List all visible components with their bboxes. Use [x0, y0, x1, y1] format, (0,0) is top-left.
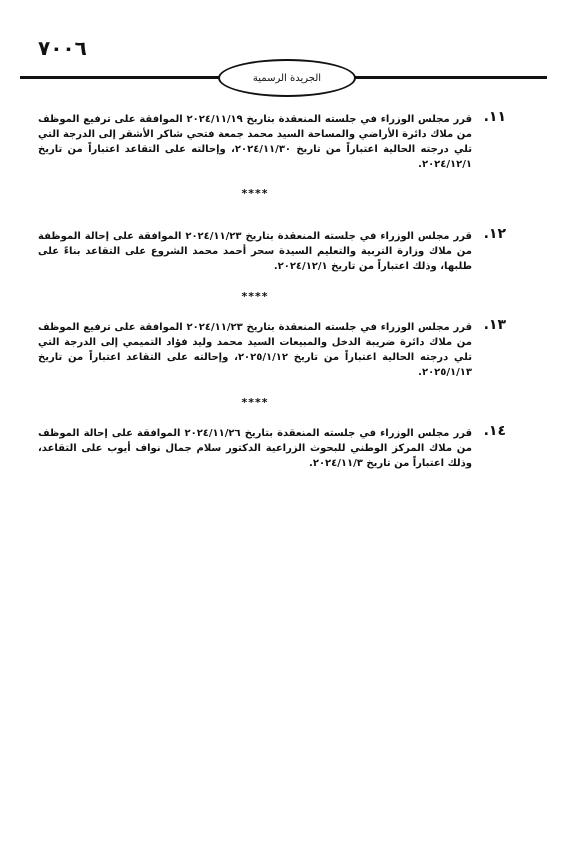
decision-number: ١٢. — [483, 226, 506, 242]
gazette-title: الجريدة الرسمية — [252, 72, 322, 84]
section-separator: **** — [241, 396, 269, 409]
decision-item — [38, 109, 506, 172]
decision-number: ١٣. — [483, 317, 506, 333]
page-number: ٧٠٠٦ — [38, 36, 87, 60]
section-separator: **** — [241, 187, 269, 200]
decision-item — [38, 317, 506, 380]
decision-item — [38, 423, 506, 471]
decision-number: ١٤. — [483, 423, 506, 439]
decision-text: قرر مجلس الوزراء في جلسته المنعقدة بتاريخ ٢٠٢٤/١١/٢٦ الموافقة على إحالة الموظف من ملاك المركز الوطني للبحوث الزراعية الدكتور سلام جمال نواف أيوب على التقاعد، وذلك اعتباراً من تاريخ ٢٠٢٤/١١/٣. — [38, 428, 472, 469]
decision-text: قرر مجلس الوزراء في جلسته المنعقدة بتاريخ ٢٠٢٤/١١/٢٣ الموافقة على إحالة الموظفة من ملاك وزارة التربية والتعليم السيدة سحر أحمد محمد الشروع على التقاعد بناءً على طلبها، وذلك اعتباراً من تاريخ ٢٠٢٤/١٢/١. — [38, 231, 472, 272]
section-separator: **** — [241, 290, 269, 303]
decision-text: قرر مجلس الوزراء في جلسته المنعقدة بتاريخ ٢٠٢٤/١١/١٩ الموافقة على ترفيع الموظف من ملاك دائرة الأراضي والمساحة السيد محمد جمعة فتحي شاكر الأشقر إلى الدرجة التي تلي درجته الحالية اعتباراً من تاريخ ٢٠٢٤/١١/٣٠، وإحالته على التقاعد اعتباراً من تاريخ ٢٠٢٤/١٢/١. — [38, 114, 472, 170]
decision-number: ١١. — [483, 109, 506, 125]
gazette-title-badge — [218, 59, 356, 97]
document-body — [38, 109, 506, 471]
decision-text: قرر مجلس الوزراء في جلسته المنعقدة بتاريخ ٢٠٢٤/١١/٢٣ الموافقة على ترفيع الموظف من ملاك دائرة ضريبة الدخل والمبيعات السيد محمد وليد فؤاد التميمي إلى الدرجة التي تلي درجته الحالية اعتباراً من تاريخ ٢٠٢٥/١/١٢، وإحالته على التقاعد اعتباراً من تاريخ ٢٠٢٥/١/١٣. — [38, 322, 472, 378]
decision-item — [38, 226, 506, 274]
